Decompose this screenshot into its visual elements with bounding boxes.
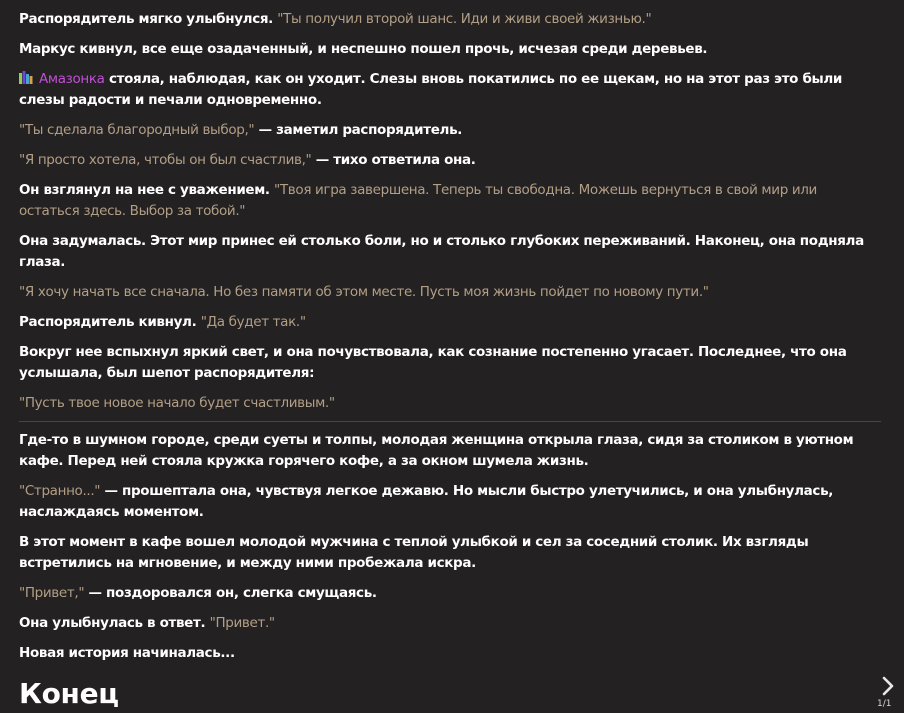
narration-text: Она улыбнулась в ответ. — [19, 615, 210, 631]
dialogue-quote: "Привет." — [209, 615, 275, 631]
paragraph — [19, 69, 881, 111]
narration-text: Маркус кивнул, все еще озадаченный, и неспешно пошел прочь, исчезая среди деревьев. — [19, 41, 708, 57]
paragraph — [19, 282, 881, 303]
paragraph — [19, 583, 881, 604]
paragraph — [19, 312, 881, 333]
story-content — [19, 9, 881, 710]
narration-text: Распорядитель кивнул. — [19, 314, 201, 330]
narration-text: Вокруг нее вспыхнул яркий свет, и она почувствовала, как сознание постепенно угасает. Последнее, что она услышала, был шепот распорядителя: — [19, 344, 847, 381]
books-icon — [19, 71, 33, 84]
narration-text: — прошептала она, чувствуя легкое дежавю. Но мысли быстро улетучились, и она улыбнулась, наслаждаясь моментом. — [19, 483, 834, 520]
paragraph — [19, 430, 881, 472]
dialogue-quote: "Твоя игра завершена. Теперь ты свободна. Можешь вернуться в свой мир или остаться здесь. Выбор за тобой." — [19, 182, 817, 219]
narration-text: Новая история начиналась... — [19, 645, 235, 661]
narration-text: В этот момент в кафе вошел молодой мужчина с теплой улыбкой и сел за соседний столик. Их взгляды встретились на мгновение, и между ними пробежала искра. — [19, 534, 809, 571]
ending-title: Конец — [19, 677, 119, 710]
section-divider — [19, 421, 881, 422]
dialogue-quote: "Странно..." — [19, 483, 101, 499]
narration-text: Распорядитель мягко улыбнулся. — [19, 11, 278, 27]
paragraph — [19, 231, 881, 273]
paragraph — [19, 39, 881, 60]
narration-text: Он взглянул на нее с уважением. — [19, 182, 275, 198]
next-page-button[interactable] — [878, 675, 898, 697]
paragraph — [19, 532, 881, 574]
paragraph — [19, 150, 881, 171]
narration-text: — заметил распорядитель. — [254, 122, 463, 138]
character-name: Амазонка — [39, 71, 105, 87]
paragraph — [19, 180, 881, 222]
paragraph — [19, 9, 881, 30]
dialogue-quote: "Ты сделала благородный выбор," — [19, 122, 255, 138]
dialogue-quote: "Я хочу начать все сначала. Но без памяти об этом месте. Пусть моя жизнь пойдет по новому пути." — [19, 284, 709, 300]
paragraph — [19, 643, 881, 664]
paragraph — [19, 393, 881, 414]
page-indicator: 1/1 — [877, 699, 892, 709]
dialogue-quote: "Ты получил второй шанс. Иди и живи своей жизнью." — [277, 11, 652, 27]
narration-text: Она задумалась. Этот мир принес ей столько боли, но и столько глубоких переживаний. Наконец, она подняла глаза. — [19, 233, 864, 270]
paragraph — [19, 613, 881, 634]
narration-text: Где-то в шумном городе, среди суеты и толпы, молодая женщина открыла глаза, сидя за столиком в уютном кафе. Перед ней стояла кружка горячего кофе, а за окном шумела жизнь. — [19, 432, 854, 469]
narration-text: стояла, наблюдая, как он уходит. Слезы вновь покатились по ее щекам, но на этот раз это были слезы радости и печали одновременно. — [19, 71, 843, 108]
dialogue-quote: "Пусть твое новое начало будет счастливым." — [19, 395, 335, 411]
paragraph — [19, 120, 881, 141]
chevron-right-icon — [878, 675, 898, 697]
narration-text: — поздоровался он, слегка смущаясь. — [84, 585, 377, 601]
dialogue-quote: "Привет," — [19, 585, 85, 601]
dialogue-quote: "Я просто хотела, чтобы он был счастлив," — [19, 152, 312, 168]
narration-text: — тихо ответила она. — [311, 152, 476, 168]
dialogue-quote: "Да будет так." — [200, 314, 306, 330]
paragraph — [19, 342, 881, 384]
paragraph — [19, 481, 881, 523]
